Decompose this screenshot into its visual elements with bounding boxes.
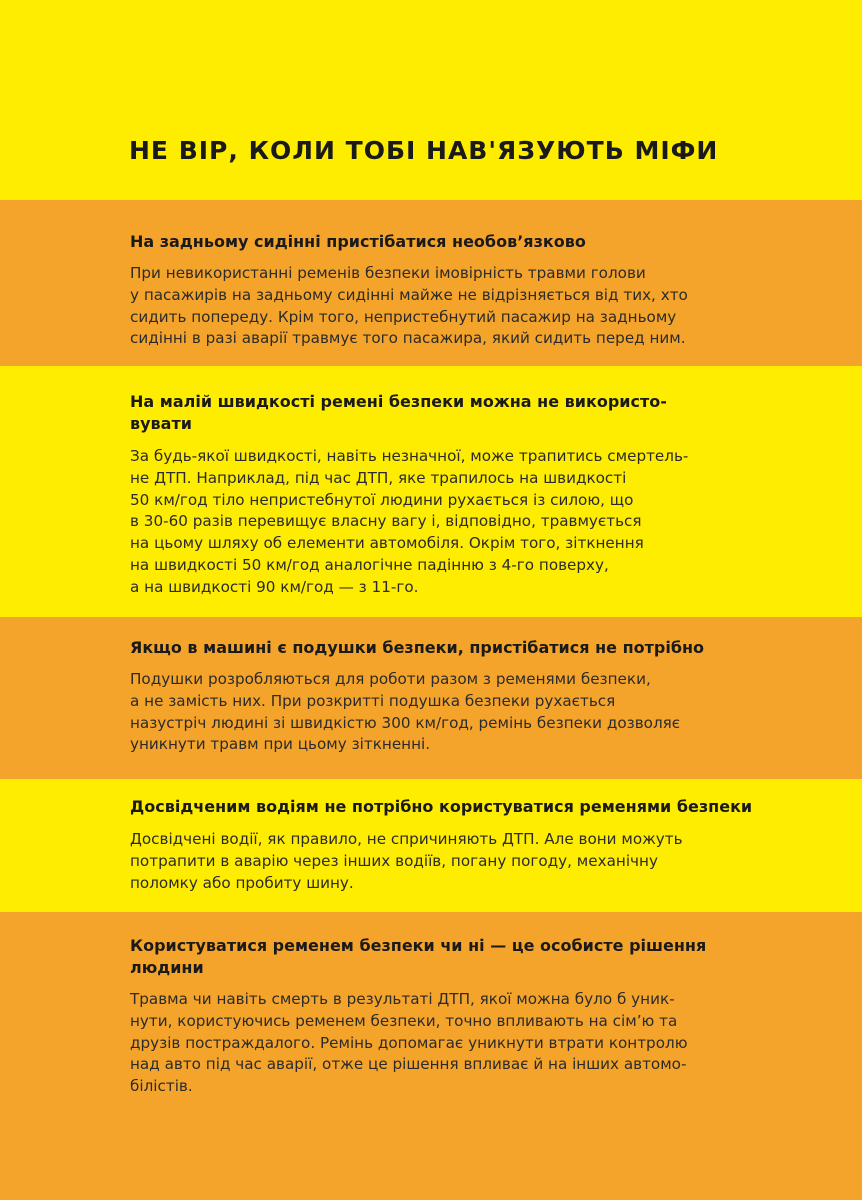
myth-section-rear-seat bbox=[0, 200, 862, 366]
myth-heading-line: людини bbox=[130, 958, 204, 977]
myth-section-experienced-drivers bbox=[0, 779, 862, 912]
myth-body-line: нути, користуючись ременем безпеки, точно впливають на сім’ю та bbox=[130, 1011, 678, 1030]
myth-body-line: 50 км/год тіло непристебнутої людини рухається із силою, що bbox=[130, 490, 634, 509]
myth-heading bbox=[130, 637, 730, 659]
myth-body-line: білістів. bbox=[130, 1077, 193, 1096]
myth-heading-line: На задньому сидінні пристібатися необов’язково bbox=[130, 232, 586, 251]
myth-section-airbags bbox=[0, 617, 862, 779]
myth-body-line: а на швидкості 90 км/год — з 11-го. bbox=[130, 577, 419, 596]
page-title: НЕ ВІР, КОЛИ ТОБІ НАВ'ЯЗУЮТЬ МІФИ bbox=[129, 136, 719, 165]
myth-body-line: сидить попереду. Крім того, непристебнутий пасажир на задньому bbox=[130, 307, 677, 326]
myth-body-line: уникнути травм при цьому зіткненні. bbox=[130, 735, 431, 754]
myth-body-line: Досвідчені водії, як правило, не спричиняють ДТП. Але вони можуть bbox=[130, 830, 683, 848]
myth-heading-line: На малій швидкості ремені безпеки можна не використо- bbox=[130, 392, 667, 411]
myth-heading-line: Досвідченим водіям не потрібно користуватися ременями безпеки bbox=[130, 797, 753, 816]
myth-body-line: потрапити в аварію через інших водіїв, погану погоду, механічну bbox=[130, 851, 658, 870]
myth-body-line: назустріч людині зі швидкістю 300 км/год, ремінь безпеки дозволяє bbox=[130, 713, 681, 732]
myth-body bbox=[130, 446, 750, 599]
myth-body-line: над авто під час аварії, отже це рішення впливає й на інших автомо- bbox=[130, 1055, 687, 1074]
myth-heading-line: Користуватися ременем безпеки чи ні — це особисте рішення bbox=[130, 936, 707, 955]
myth-body-line: на цьому шляху об елементи автомобіля. Окрім того, зіткнення bbox=[130, 534, 644, 553]
myth-body bbox=[130, 669, 750, 756]
myth-body-line: При невикористанні ременів безпеки імовірність травми голови bbox=[130, 264, 646, 282]
myth-heading bbox=[130, 391, 730, 435]
myth-body-line: Подушки розробляються для роботи разом з ременями безпеки, bbox=[130, 670, 651, 688]
myth-heading bbox=[130, 231, 730, 253]
myth-body-line: не ДТП. Наприклад, під час ДТП, яке трапилось на швидкості bbox=[130, 468, 627, 487]
myth-body-line: сидінні в разі аварії травмує того пасажира, який сидить перед ним. bbox=[130, 329, 686, 348]
myth-body bbox=[130, 829, 750, 894]
myth-body-line: друзів постраждалого. Ремінь допомагає уникнути втрати контролю bbox=[130, 1033, 688, 1052]
myth-section-low-speed bbox=[0, 366, 862, 617]
myth-body bbox=[130, 263, 750, 350]
myth-body-line: а не замість них. При розкритті подушка безпеки рухається bbox=[130, 691, 616, 710]
myth-heading bbox=[130, 935, 730, 979]
myth-body-line: Травма чи навіть смерть в результаті ДТП, якої можна було б уник- bbox=[130, 990, 675, 1008]
myth-body-line: в 30-60 разів перевищує власну вагу і, відповідно, травмується bbox=[130, 512, 642, 531]
myth-heading bbox=[130, 796, 753, 818]
myth-body-line: За будь-якої швидкості, навіть незначної, може трапитись смертель- bbox=[130, 447, 689, 465]
myth-heading-line: вувати bbox=[130, 414, 192, 433]
myth-heading-line: Якщо в машині є подушки безпеки, пристібатися не потрібно bbox=[130, 638, 705, 657]
myth-body-line: поломку або пробиту шину. bbox=[130, 873, 354, 892]
header-band bbox=[0, 0, 862, 200]
myth-body bbox=[130, 989, 750, 1098]
myth-section-personal-decision bbox=[0, 912, 862, 1200]
myth-body-line: на швидкості 50 км/год аналогічне падінню з 4-го поверху, bbox=[130, 555, 609, 574]
myth-body-line: у пасажирів на задньому сидінні майже не відрізняється від тих, хто bbox=[130, 285, 688, 304]
